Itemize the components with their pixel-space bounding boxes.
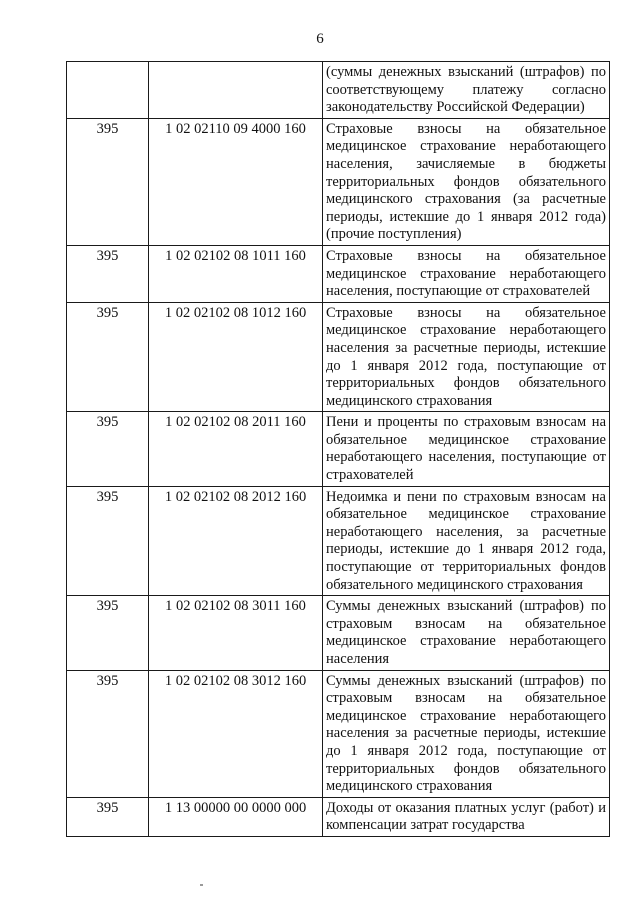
table-row — [67, 412, 610, 486]
description-cell: Суммы денежных взысканий (штрафов) по страховым взносам на обязательное медицинское страхование неработающего населения — [323, 596, 610, 670]
budget-code-cell — [149, 62, 323, 119]
table-row — [67, 62, 610, 119]
budget-code-cell: 1 02 02102 08 2012 160 — [149, 486, 323, 596]
table-row — [67, 596, 610, 670]
description-cell: Пени и проценты по страховым взносам на обязательное медицинское страхование неработающего населения, поступающие от страхователей — [323, 412, 610, 486]
admin-code-cell: 395 — [67, 302, 149, 412]
admin-code-cell: 395 — [67, 486, 149, 596]
description-cell: (суммы денежных взысканий (штрафов) по соответствующему платежу согласно законодательству Российской Федерации) — [323, 62, 610, 119]
budget-code-cell: 1 02 02102 08 3012 160 — [149, 670, 323, 797]
admin-code-cell: 395 — [67, 797, 149, 836]
budget-code-cell: 1 02 02102 08 1011 160 — [149, 245, 323, 302]
description-cell: Доходы от оказания платных услуг (работ) и компенсации затрат государства — [323, 797, 610, 836]
budget-classification-table — [66, 61, 610, 837]
table-row — [67, 797, 610, 836]
budget-code-cell: 1 02 02102 08 2011 160 — [149, 412, 323, 486]
table-row — [67, 118, 610, 245]
description-cell: Страховые взносы на обязательное медицинское страхование неработающего населения, поступающие от страхователей — [323, 245, 610, 302]
table-row — [67, 670, 610, 797]
table-row — [67, 486, 610, 596]
admin-code-cell: 395 — [67, 596, 149, 670]
admin-code-cell: 395 — [67, 412, 149, 486]
description-cell: Страховые взносы на обязательное медицинское страхование неработающего населения, зачисляемые в бюджеты территориальных фондов обязательного медицинского страхования (за расчетные периоды, истекшие до 1 января 2012 года) (прочие поступления) — [323, 118, 610, 245]
budget-code-cell: 1 02 02102 08 1012 160 — [149, 302, 323, 412]
scan-artifact-dot — [200, 884, 203, 886]
admin-code-cell: 395 — [67, 245, 149, 302]
budget-code-cell: 1 02 02102 08 3011 160 — [149, 596, 323, 670]
budget-code-cell: 1 02 02110 09 4000 160 — [149, 118, 323, 245]
admin-code-cell — [67, 62, 149, 119]
admin-code-cell: 395 — [67, 670, 149, 797]
description-cell: Недоимка и пени по страховым взносам на обязательное медицинское страхование неработающего населения, за расчетные периоды, истекшие до 1 января 2012 года, поступающие от территориальных фондов обязательного медицинского страхования — [323, 486, 610, 596]
description-cell: Страховые взносы на обязательное медицинское страхование неработающего населения за расчетные периоды, истекшие до 1 января 2012 года, поступающие от территориальных фондов обязательного медицинского страхования — [323, 302, 610, 412]
admin-code-cell: 395 — [67, 118, 149, 245]
table-row — [67, 245, 610, 302]
budget-code-cell: 1 13 00000 00 0000 000 — [149, 797, 323, 836]
table-row — [67, 302, 610, 412]
description-cell: Суммы денежных взысканий (штрафов) по страховым взносам на обязательное медицинское страхование неработающего населения за расчетные периоды, истекшие до 1 января 2012 года, поступающие от территориальных фондов обязательного медицинского страхования — [323, 670, 610, 797]
page-number: 6 — [316, 31, 324, 47]
